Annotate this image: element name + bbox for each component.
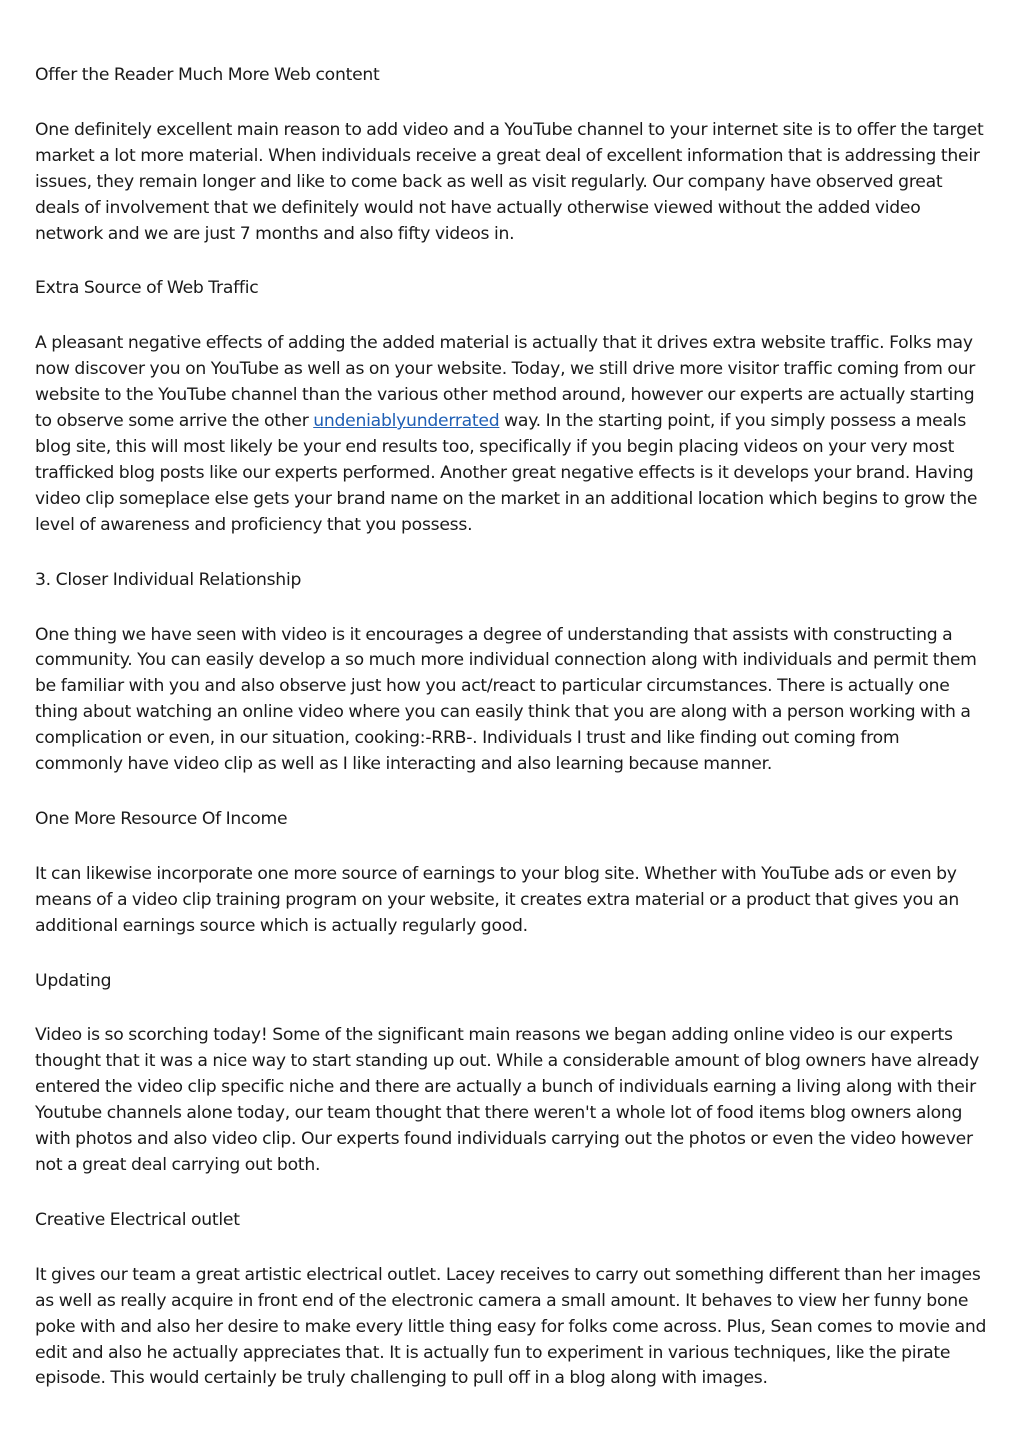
section-body-offer-content: One definitely excellent main reason to add video and a YouTube channel to your internet site is to offer the target market a lot more material. When individuals receive a great deal of excellent information that is addressing their issues, they remain longer and like to come back as well as visit regularly. Our company have observed great deals of involvement that we definitely would not have actually otherwise viewed without the added video network and we are just 7 months and also fifty videos in.: [35, 119, 984, 244]
section-body-updating: Video is so scorching today! Some of the significant main reasons we began adding online video is our experts thought that it was a nice way to start standing up out. While a considerable amount of blog owners have already entered the video clip specific niche and there are actually a bunch of individuals earning a living along with their Youtube channels alone today, our team thought that there weren't a whole lot of food items blog owners along with photos and also video clip. Our experts found individuals carrying out the photos or even the video however not a great deal carrying out both.: [35, 1025, 979, 1175]
section-body-creative-outlet: It gives our team a great artistic electrical outlet. Lacey receives to carry out something different than her images as well as really acquire in front end of the electronic camera a small amount. It behaves to view her funny bone poke with and also her desire to make every little thing easy for folks come across. Plus, Sean comes to movie and edit and also he actually appreciates that. It is actually fun to experiment in various techniques, like the pirate episode. This would certainly be truly challenging to pull off in a blog along with images.: [35, 1264, 987, 1389]
section-heading-creative-outlet: Creative Electrical outlet: [35, 1209, 240, 1230]
undeniablyunderrated-link[interactable]: undeniablyunderrated: [313, 411, 500, 432]
section-heading-updating: Updating: [35, 970, 112, 991]
section-body-closer-relationship: One thing we have seen with video is it encourages a degree of understanding that assists with constructing a community. You can easily develop a so much more individual connection along with individuals and permit them be familiar with you and also observe just how you act/react to particular circumstances. There is actually one thing about watching an online video where you can easily think that you are along with a person working with a complication or even, in our situation, cooking:-RRB-. Individuals I trust and like finding out coming from commonly have video clip as well as I like interacting and also learning because manner.: [35, 624, 977, 775]
body-text-after-link: way. In the starting point, if you simply possess a meals blog site, this will most likely be your end results too, specifically if you begin placing videos on your very most trafficked blog posts like our experts performed. Another great negative effects is it develops your brand. Having video clip someplace else gets your brand name on the market in an additional location which begins to grow the level of awareness and proficiency that you possess.: [35, 411, 978, 535]
section-body-extra-traffic: [35, 331, 990, 538]
section-heading-closer-relationship: 3. Closer Individual Relationship: [35, 569, 302, 590]
section-heading-income: One More Resource Of Income: [35, 808, 288, 829]
section-heading-offer-content: Offer the Reader Much More Web content: [35, 65, 380, 85]
section-body-income: It can likewise incorporate one more source of earnings to your blog site. Whether with YouTube ads or even by means of a video clip training program on your website, it creates extra material or a product that gives you an additional earnings source which is actually regularly good.: [35, 863, 960, 936]
body-text-before-link: A pleasant negative effects of adding the added material is actually that it drives extra website traffic. Folks may now discover you on YouTube as well as on your website. Today, we still drive more visitor traffic coming from our website to the YouTube channel than the various other method around, however our experts are actually starting to observe some arrive the other: [35, 333, 976, 432]
section-heading-extra-traffic: Extra Source of Web Traffic: [35, 278, 259, 299]
